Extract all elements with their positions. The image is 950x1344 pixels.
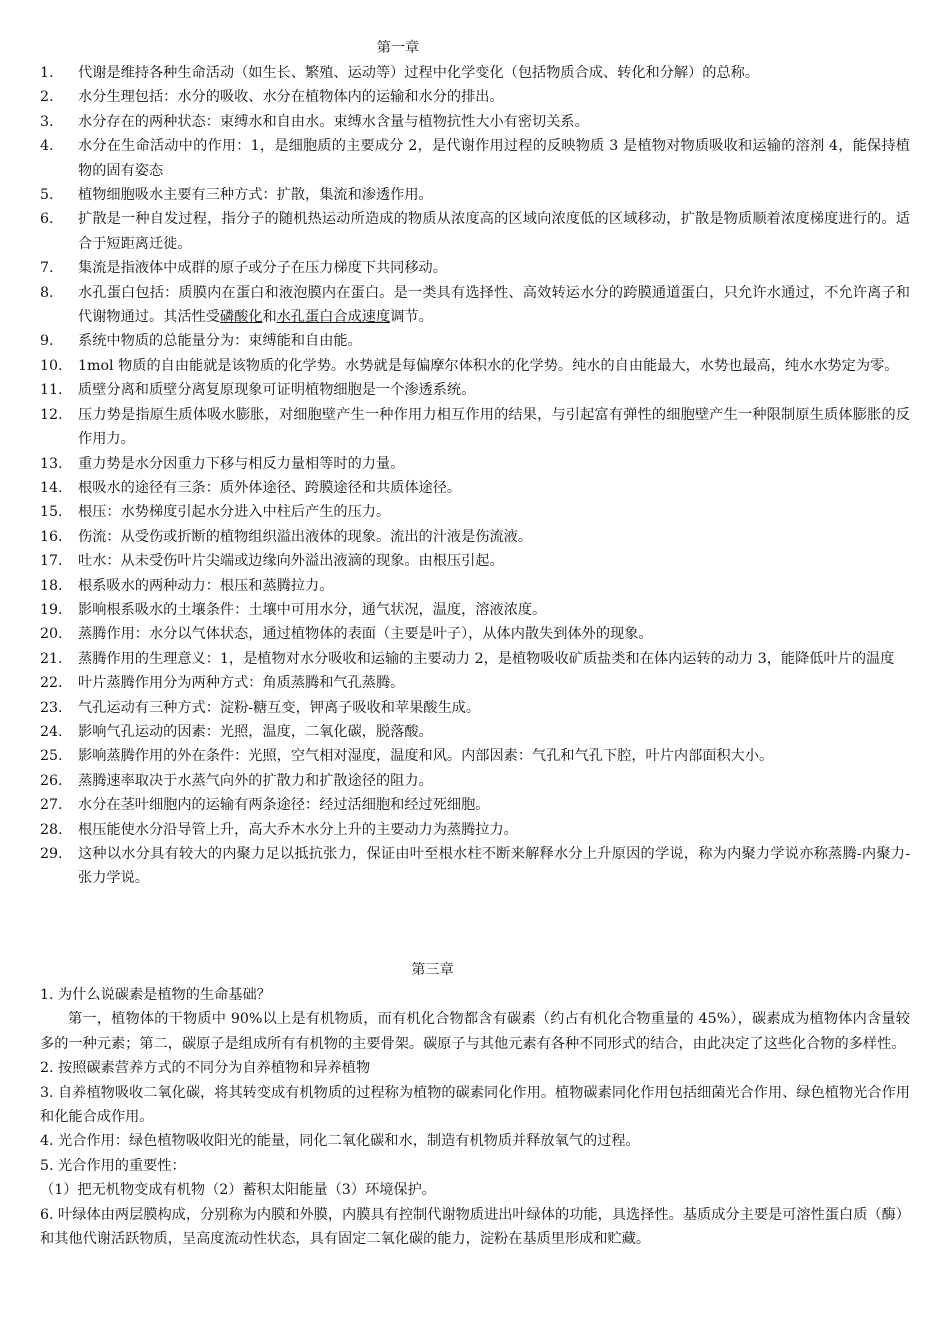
item-text: 伤流：从受伤或折断的植物组织溢出液体的现象。流出的汁液是伤流液。 bbox=[78, 528, 533, 545]
list-item bbox=[40, 207, 910, 256]
list-item bbox=[40, 354, 910, 378]
list-item bbox=[40, 598, 910, 622]
item-number: 8. bbox=[40, 284, 54, 301]
list-item bbox=[40, 842, 910, 891]
list-item bbox=[40, 452, 910, 476]
list-item bbox=[40, 329, 910, 353]
list-item bbox=[40, 281, 910, 330]
list-item bbox=[40, 183, 910, 207]
item-text: 影响蒸腾作用的外在条件：光照，空气相对湿度，温度和风。内部因素：气孔和气孔下腔，叶片内部面积大小。 bbox=[78, 748, 774, 765]
chapter-1-list bbox=[40, 61, 910, 891]
list-item bbox=[40, 696, 910, 720]
list-item bbox=[40, 549, 910, 573]
list-item bbox=[40, 671, 910, 695]
item-text: 这种以水分具有较大的内聚力足以抵抗张力，保证由叶至根水柱不断来解释水分上升原因的学说，称为内聚力学说亦称蒸腾-内聚力-张力学说。 bbox=[78, 846, 910, 887]
item-number: 17. bbox=[40, 553, 63, 570]
chapter-1-title: 第一章 bbox=[376, 40, 420, 56]
item-text: 水分生理包括：水分的吸收、水分在植物体内的运输和水分的排出。 bbox=[78, 89, 504, 106]
item-text: 集流是指液体中成群的原子或分子在压力梯度下共同移动。 bbox=[78, 260, 447, 277]
list-item bbox=[40, 500, 910, 524]
item-text-part: 水孔蛋白包括：质膜内在蛋白和液泡膜内在蛋白。是一类具有选择性、高效转运水分的跨膜通道蛋白，只允许水通过，不允许离子和代谢物通过。其活性受 bbox=[78, 284, 910, 326]
item-number: 9. bbox=[40, 333, 54, 350]
item-text: 叶片蒸腾作用分为两种方式：角质蒸腾和气孔蒸腾。 bbox=[78, 675, 405, 692]
item-text: 气孔运动有三种方式：淀粉-糖互变，钾离子吸收和苹果酸生成。 bbox=[78, 699, 481, 716]
item-number: 6. bbox=[40, 211, 54, 228]
item-text: 影响根系吸水的土壤条件：土壤中可用水分，通气状况，温度，溶液浓度。 bbox=[78, 601, 547, 618]
item-text: 吐水：从未受伤叶片尖端或边缘向外溢出液滴的现象。由根压引起。 bbox=[78, 553, 504, 570]
item-text: 系统中物质的总能量分为：束缚能和自由能。 bbox=[78, 333, 362, 350]
list-item bbox=[40, 647, 910, 671]
list-item bbox=[40, 769, 910, 793]
item-number: 12. bbox=[40, 406, 63, 423]
item-text bbox=[78, 281, 910, 330]
list-item bbox=[40, 793, 910, 817]
paragraph-5: 5. 光合作用的重要性： bbox=[40, 1157, 186, 1174]
item-text: 根吸水的途径有三条：质外体途径、跨膜途径和共质体途径。 bbox=[78, 479, 462, 496]
item-number: 21. bbox=[40, 650, 63, 667]
item-number: 18. bbox=[40, 577, 63, 594]
item-number: 22. bbox=[40, 675, 63, 692]
item-text: 根系吸水的两种动力：根压和蒸腾拉力。 bbox=[78, 577, 334, 594]
item-number: 26. bbox=[40, 772, 63, 789]
item-text: 根压：水势梯度引起水分进入中柱后产生的压力。 bbox=[78, 504, 391, 521]
item-number: 11. bbox=[40, 382, 63, 399]
list-item bbox=[40, 525, 910, 549]
paragraph-6: 6. 叶绿体由两层膜构成，分别称为内膜和外膜，内膜具有控制代谢物质进出叶绿体的功能，具选择性。基质成分主要是可溶性蛋白质（酶）和其他代谢活跃物质，呈高度流动性状态，具有固定二氧化碳的能力，淀粉在基质里形成和贮藏。 bbox=[40, 1206, 910, 1248]
list-item bbox=[40, 622, 910, 646]
item-text: 重力势是水分因重力下移与相反力量相等时的力量。 bbox=[78, 455, 405, 472]
item-number: 23. bbox=[40, 699, 63, 716]
item-text: 水分在茎叶细胞内的运输有两条途径：经过活细胞和经过死细胞。 bbox=[78, 797, 490, 814]
item-number: 4. bbox=[40, 138, 54, 155]
item-number: 25. bbox=[40, 748, 63, 765]
item-text: 植物细胞吸水主要有三种方式：扩散，集流和渗透作用。 bbox=[78, 187, 433, 204]
item-number: 16. bbox=[40, 528, 63, 545]
item-number: 24. bbox=[40, 723, 63, 740]
item-text-part: 调节。 bbox=[390, 309, 433, 326]
question-1: 1. 为什么说碳素是植物的生命基础？ bbox=[40, 987, 271, 1003]
item-number: 13. bbox=[40, 455, 63, 472]
item-number: 28. bbox=[40, 821, 63, 838]
underlined-term: 水孔蛋白合成速度 bbox=[276, 309, 391, 326]
item-text: 压力势是指原生质体吸水膨胀，对细胞壁产生一种作用力相互作用的结果，与引起富有弹性的细胞壁产生一种限制原生质体膨胀的反作用力。 bbox=[78, 406, 910, 448]
item-number: 19. bbox=[40, 601, 63, 618]
item-number: 10. bbox=[40, 357, 63, 374]
paragraph-5-list: （1）把无机物变成有机物（2）蓄积太阳能量（3）环境保护。 bbox=[40, 1182, 436, 1199]
item-text: 根压能使水分沿导管上升，高大乔木水分上升的主要动力为蒸腾拉力。 bbox=[78, 821, 518, 838]
list-item bbox=[40, 744, 910, 768]
item-number: 20. bbox=[40, 626, 63, 643]
item-number: 15. bbox=[40, 504, 63, 521]
item-text: 影响气孔运动的因素：光照，温度，二氧化碳，脱落酸。 bbox=[78, 723, 433, 740]
item-text: 蒸腾速率取决于水蒸气向外的扩散力和扩散途径的阻力。 bbox=[78, 772, 433, 789]
item-number: 7. bbox=[40, 260, 54, 277]
list-item bbox=[40, 476, 910, 500]
item-text: 蒸腾作用的生理意义：1，是植物对水分吸收和运输的主要动力 2，是植物吸收矿质盐类和在体内运转的动力 3，能降低叶片的温度 bbox=[78, 650, 895, 667]
item-text: 水分存在的两种状态：束缚水和自由水。束缚水含量与植物抗性大小有密切关系。 bbox=[78, 113, 589, 130]
paragraph-2: 2. 按照碳素营养方式的不同分为自养植物和异养植物 bbox=[40, 1060, 371, 1077]
paragraph-3: 3. 自养植物吸收二氧化碳，将其转变成有机物质的过程称为植物的碳素同化作用。植物碳素同化作用包括细菌光合作用、绿色植物光合作用和化能合成作用。 bbox=[40, 1084, 910, 1126]
item-text-part: 和 bbox=[262, 309, 277, 326]
list-item bbox=[40, 61, 910, 85]
list-item bbox=[40, 85, 910, 109]
list-item bbox=[40, 110, 910, 134]
item-number: 29. bbox=[40, 846, 63, 862]
list-item bbox=[40, 403, 910, 452]
chapter-3-title: 第三章 bbox=[411, 962, 454, 978]
list-item bbox=[40, 256, 910, 280]
item-text: 扩散是一种自发过程，指分子的随机热运动所造成的物质从浓度高的区域向浓度低的区域移动，扩散是物质顺着浓度梯度进行的。适合于短距离迁徙。 bbox=[78, 211, 910, 252]
item-number: 27. bbox=[40, 797, 63, 814]
answer-1: 第一，植物体的干物质中 90%以上是有机物质，而有机化合物都含有碳素（约占有机化合物重量的 45%），碳素成为植物体内含量较多的一种元素；第二，碳原子是组成所有有机物的主要骨架。碳原子与其他元素有各种不同形式的结合，由此决定了这些化合物的多样性。 bbox=[40, 1011, 910, 1052]
underlined-term: 磷酸化 bbox=[219, 309, 263, 326]
list-item bbox=[40, 720, 910, 744]
chapter-3-body bbox=[40, 983, 910, 1251]
item-text: 蒸腾作用：水分以气体状态，通过植物体的表面（主要是叶子），从体内散失到体外的现象。 bbox=[78, 626, 653, 643]
list-item bbox=[40, 134, 910, 183]
item-text: 水分在生命活动中的作用：1，是细胞质的主要成分 2，是代谢作用过程的反映物质 3 是植物对物质吸收和运输的溶剂 4，能保持植物的固有姿态 bbox=[78, 138, 910, 179]
paragraph-4: 4. 光合作用：绿色植物吸收阳光的能量，同化二氧化碳和水，制造有机物质并释放氧气的过程。 bbox=[40, 1133, 640, 1150]
item-number: 1. bbox=[40, 65, 54, 81]
item-number: 2. bbox=[40, 89, 54, 106]
list-item bbox=[40, 574, 910, 598]
item-text: 代谢是维持各种生命活动（如生长、繁殖、运动等）过程中化学变化（包括物质合成、转化和分解）的总称。 bbox=[78, 65, 760, 81]
item-text: 1mol 物质的自由能就是该物质的化学势。水势就是每偏摩尔体积水的化学势。纯水的自由能最大，水势也最高，纯水水势定为零。 bbox=[78, 357, 899, 374]
list-item bbox=[40, 378, 910, 402]
item-text: 质壁分离和质壁分离复原现象可证明植物细胞是一个渗透系统。 bbox=[78, 382, 476, 399]
item-number: 3. bbox=[40, 113, 54, 130]
list-item bbox=[40, 818, 910, 842]
item-number: 5. bbox=[40, 187, 54, 204]
item-number: 14. bbox=[40, 479, 63, 496]
